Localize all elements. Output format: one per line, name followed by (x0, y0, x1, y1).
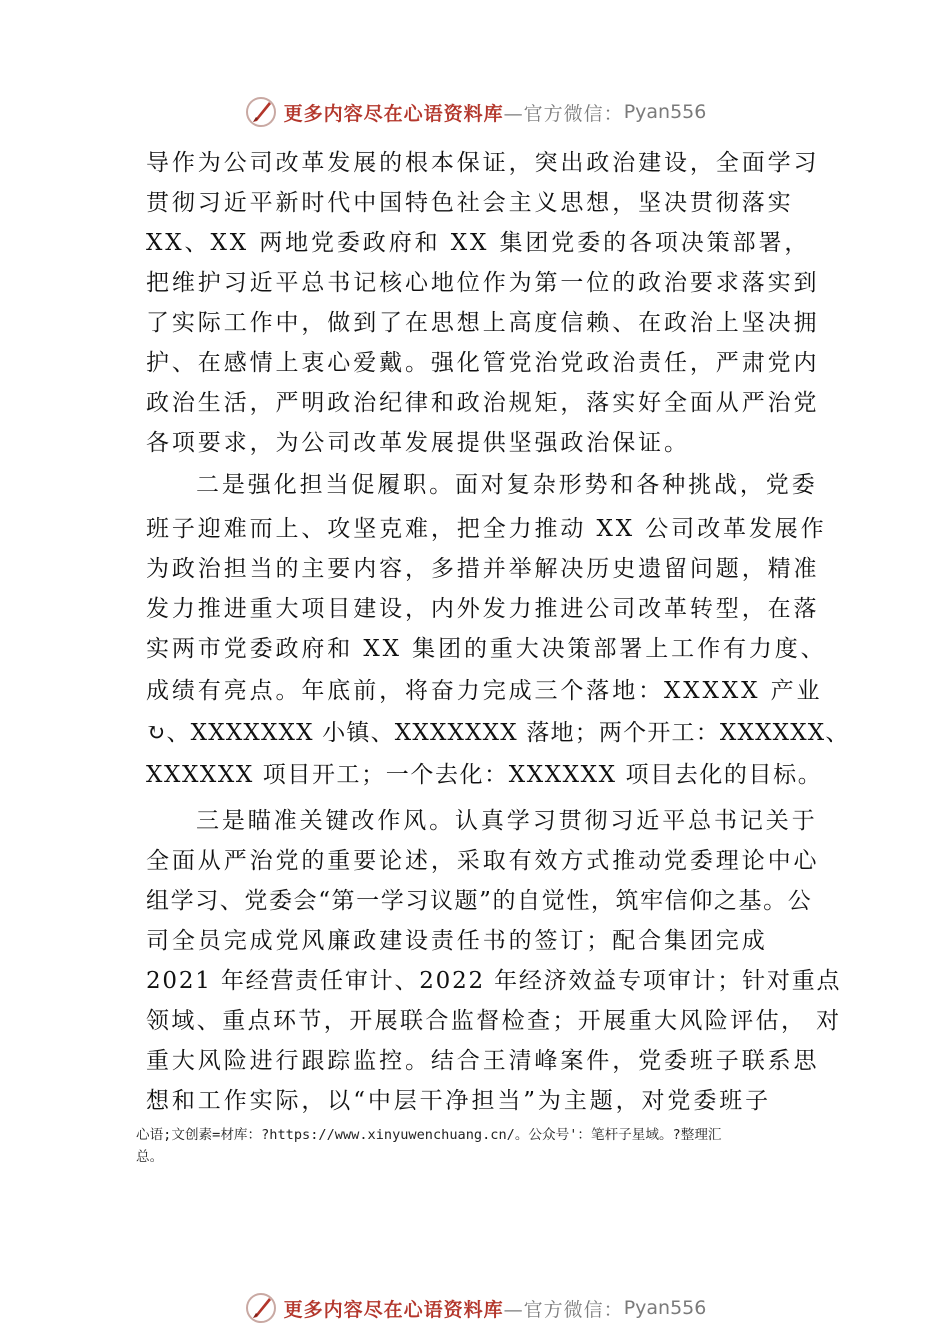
quill-pen-logo-icon (244, 1291, 278, 1325)
banner-red-text: 更多内容尽在心语资料库 (283, 102, 504, 125)
body-line: XXXXXX 项目开工；一个去化：XXXXXX 项目去化的目标。 (146, 762, 823, 788)
header-banner (0, 92, 950, 132)
body-line: 2021 年经营责任审计、2022 年经济效益专项审计；针对重点 (146, 968, 842, 994)
banner-wechat-id: Pyan556 (623, 1297, 707, 1319)
body-line: 为政治担当的主要内容，多措并举解决历史遗留问题，精准 (146, 556, 820, 582)
body-line: 司全员完成党风廉政建设责任书的签订；配合集团完成 (146, 928, 768, 954)
paragraph-lead-line: 二是强化担当促履职。面对复杂形势和各种挑战，党委 (196, 472, 818, 498)
body-line: XX、XX 两地党委政府和 XX 集团党委的各项决策部署， (146, 230, 811, 256)
body-line: 重大风险进行跟踪监控。结合王清峰案件，党委班子联系思 (146, 1048, 820, 1074)
body-line: 各项要求，为公司改革发展提供坚强政治保证。 (146, 430, 690, 456)
banner-red-text: 更多内容尽在心语资料库 (283, 1298, 504, 1321)
body-line: 全面从严治党的重要论述，采取有效方式推动党委理论中心 (146, 848, 820, 874)
body-line: 导作为公司改革发展的根本保证，突出政治建设，全面学习 (146, 150, 820, 176)
body-line: 领域、重点环节，开展联合监督检查；开展重大风险评估， 对 (146, 1008, 842, 1034)
footnote-line: 总。 (136, 1149, 164, 1165)
body-line: 政治生活，严明政治纪律和政治规矩，落实好全面从严治党 (146, 390, 820, 416)
body-line: 组学习、党委会“第一学习议题”的自觉性，筑牢信仰之基。公 (146, 888, 813, 914)
body-line: 发力推进重大项目建设，内外发力推进公司改革转型，在落 (146, 596, 820, 622)
body-line: 班子迎难而上、攻坚克难，把全力推动 XX 公司改革发展作 (146, 516, 827, 542)
body-line: 实两市党委政府和 XX 集团的重大决策部署上工作有力度、 (146, 636, 827, 662)
banner-gray-text: —官方微信： (503, 102, 624, 125)
quill-pen-logo-icon (244, 95, 278, 129)
source-footnote (136, 1124, 836, 1168)
body-line: 想和工作实际，以“中层干净担当”为主题，对党委班子 (146, 1088, 772, 1114)
body-line: ↻、XXXXXXX 小镇、XXXXXXX 落地；两个开工：XXXXXX、 (146, 720, 850, 746)
paragraph-lead-line: 三是瞄准关键改作风。认真学习贯彻习近平总书记关于 (196, 808, 818, 834)
footer-banner (0, 1288, 950, 1328)
body-line: 成绩有亮点。年底前，将奋力完成三个落地：XXXXX 产业 (146, 678, 823, 704)
body-line: 了实际工作中，做到了在思想上高度信赖、在政治上坚决拥 (146, 310, 820, 336)
body-line: 贯彻习近平新时代中国特色社会主义思想，坚决贯彻落实 (146, 190, 794, 216)
body-line: 把维护习近平总书记核心地位作为第一位的政治要求落实到 (146, 270, 820, 296)
banner-wechat-id: Pyan556 (623, 101, 707, 123)
banner-gray-text: —官方微信： (503, 1298, 624, 1321)
body-line: 护、在感情上衷心爱戴。强化管党治党政治责任，严肃党内 (146, 350, 820, 376)
footnote-line: 心语;文创素=材库：?https://www.xinyuwenchuang.cn/。公众号'：笔杆子星域。?整理汇 (136, 1127, 722, 1143)
